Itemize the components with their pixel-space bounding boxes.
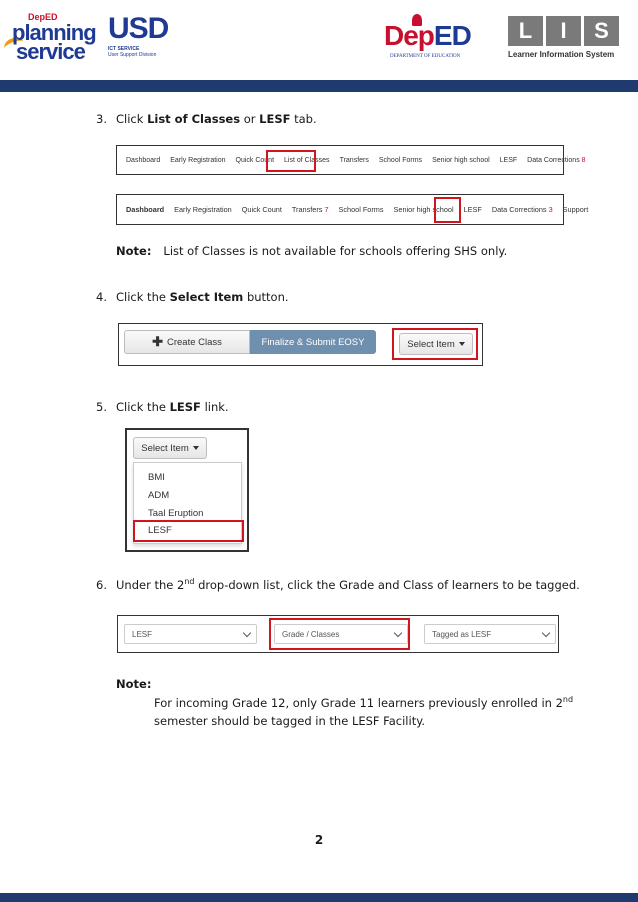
highlight-box xyxy=(133,520,244,542)
deped-logo xyxy=(384,14,488,64)
step-bold: Select Item xyxy=(169,290,244,304)
note-1 xyxy=(116,244,507,258)
step-number: 4. xyxy=(96,290,107,304)
lis-subtitle: Learner Information System xyxy=(508,50,615,59)
page-number: 2 xyxy=(314,833,324,847)
button-label: Select Item xyxy=(407,338,455,350)
step-bold: LESF xyxy=(169,400,201,414)
usd-logo-line1: ICT SERVICE xyxy=(108,46,140,52)
plus-icon: ✚ xyxy=(152,334,163,349)
step-text: Click xyxy=(116,112,148,126)
step-text: Under the 2 xyxy=(116,578,185,592)
button-group xyxy=(124,330,376,354)
step-number: 6. xyxy=(96,578,107,592)
header-rule xyxy=(0,80,638,92)
count-badge: 3 xyxy=(548,205,553,214)
note-text: List of Classes is not available for schools offering SHS only. xyxy=(163,244,508,258)
note-label: Note: xyxy=(116,677,152,691)
step-5 xyxy=(96,400,229,414)
caret-down-icon xyxy=(193,446,199,450)
note-2-line1 xyxy=(154,696,573,710)
menu-item-adm[interactable]: ADM xyxy=(148,490,170,501)
usd-logo-title: USD xyxy=(108,12,169,45)
superscript: nd xyxy=(184,577,195,587)
tab-data-corrections[interactable] xyxy=(487,205,558,214)
step-3 xyxy=(96,112,317,126)
page-header xyxy=(0,0,638,80)
tab-school-forms[interactable]: School Forms xyxy=(338,205,384,214)
highlight-box xyxy=(269,618,410,650)
button-label: Create Class xyxy=(166,336,222,348)
tab-dashboard[interactable]: Dashboard xyxy=(126,156,161,164)
menu-item-lesf[interactable]: LESF xyxy=(148,525,172,536)
tab-lesf[interactable]: LESF xyxy=(463,205,482,214)
count-badge: 8 xyxy=(581,156,586,164)
step-4 xyxy=(96,290,289,304)
planning-logo-top: DepED xyxy=(28,12,58,22)
planning-logo-line1: planning xyxy=(12,20,96,45)
select-value: LESF xyxy=(132,629,153,639)
tab-senior-high-school[interactable]: Senior high school xyxy=(393,205,454,214)
superscript: nd xyxy=(562,695,574,705)
create-class-button[interactable] xyxy=(124,330,250,354)
count-badge: 7 xyxy=(324,205,329,214)
usd-logo xyxy=(108,14,172,64)
tab-bar xyxy=(117,146,586,174)
tab-label: Data Corrections xyxy=(491,205,547,214)
note-text: For incoming Grade 12, only Grade 11 learners previously enrolled in 2 xyxy=(154,696,563,710)
lis-letters xyxy=(508,16,620,46)
lis-letter: S xyxy=(584,16,619,46)
chevron-down-icon xyxy=(243,629,251,637)
tab-early-registration[interactable]: Early Registration xyxy=(174,205,232,214)
tab-data-corrections[interactable] xyxy=(522,157,590,164)
button-label: Select Item xyxy=(141,442,189,454)
tab-school-forms[interactable]: School Forms xyxy=(378,156,423,164)
tab-list-of-classes[interactable]: List of Classes xyxy=(284,156,330,164)
highlight-box xyxy=(434,197,461,223)
deped-word-b: ED xyxy=(433,20,471,51)
button-label: Finalize & Submit EOSY xyxy=(261,336,365,348)
step-text: Click the xyxy=(116,290,170,304)
select-value: Grade / Classes xyxy=(282,629,340,639)
planning-service-logo xyxy=(4,12,104,64)
highlight-box xyxy=(266,150,316,172)
lesf-select[interactable] xyxy=(124,624,257,644)
tab-label: Transfers xyxy=(291,205,323,214)
tagged-select[interactable] xyxy=(424,624,556,644)
note-2-line2 xyxy=(154,714,425,728)
planning-logo-line2: service xyxy=(16,39,85,64)
step-number: 3. xyxy=(96,112,107,126)
lis-letter: L xyxy=(508,16,543,46)
toolbar-screenshot xyxy=(118,323,483,366)
step-text: or xyxy=(240,112,260,126)
tab-transfers[interactable] xyxy=(287,205,334,214)
chevron-down-icon xyxy=(542,629,550,637)
step-text: drop-down list, click the Grade and Class of learners to be tagged. xyxy=(194,578,580,592)
usd-logo-line2: User Support Division xyxy=(108,52,157,58)
step-text: Click the xyxy=(116,400,170,414)
finalize-submit-button[interactable] xyxy=(250,330,376,354)
deped-subtitle: DEPARTMENT OF EDUCATION xyxy=(390,54,461,59)
step-bold: List of Classes xyxy=(147,112,241,126)
tab-lesf[interactable]: LESF xyxy=(499,156,518,164)
tab-quick-count[interactable]: Quick Count xyxy=(235,156,275,164)
step-6 xyxy=(96,578,580,592)
step-text: link. xyxy=(200,400,229,414)
dropdown-screenshot xyxy=(125,428,249,552)
tab-senior-high-school[interactable]: Senior high school xyxy=(432,156,490,164)
lis-logo xyxy=(508,16,620,66)
deped-word-a: Dep xyxy=(384,20,434,51)
tab-label: Data Corrections xyxy=(527,156,580,164)
step-text: button. xyxy=(243,290,289,304)
note-text: semester should be tagged in the LESF Facility. xyxy=(154,714,426,728)
step-number: 5. xyxy=(96,400,107,414)
note-2-label xyxy=(116,677,151,691)
menu-item-bmi[interactable]: BMI xyxy=(148,472,165,483)
select-value: Tagged as LESF xyxy=(432,629,492,639)
tab-transfers[interactable]: Transfers xyxy=(339,156,369,164)
highlight-box xyxy=(392,328,478,360)
tab-quick-count[interactable]: Quick Count xyxy=(241,205,282,214)
footer-rule xyxy=(0,893,638,902)
tab-dashboard[interactable]: Dashboard xyxy=(126,205,165,214)
select-item-button[interactable] xyxy=(133,437,207,459)
note-label: Note: xyxy=(116,244,152,258)
tabs-screenshot-old xyxy=(116,145,586,175)
step-text: tab. xyxy=(290,112,317,126)
filters-screenshot xyxy=(117,615,559,653)
menu-item-taal-eruption[interactable]: Taal Eruption xyxy=(148,508,204,519)
tabs-screenshot-new xyxy=(116,194,589,225)
tab-support[interactable]: Support xyxy=(562,205,589,214)
tab-bar xyxy=(117,195,589,224)
step-bold: LESF xyxy=(259,112,291,126)
lis-letter: I xyxy=(546,16,581,46)
deped-wordmark xyxy=(384,20,471,52)
tab-early-registration[interactable]: Early Registration xyxy=(170,156,226,164)
